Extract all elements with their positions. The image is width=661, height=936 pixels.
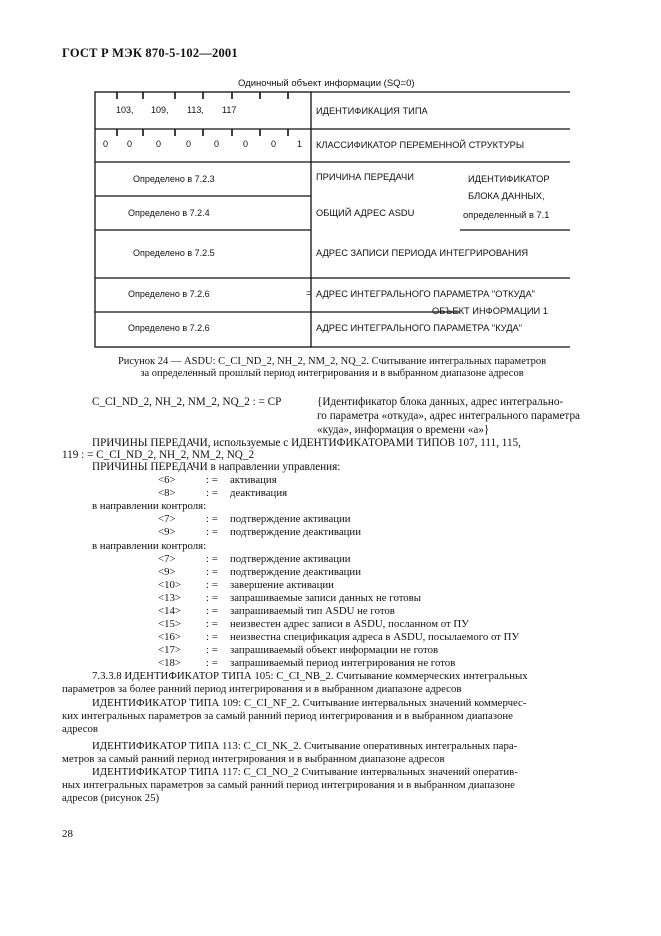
code: <9> (158, 526, 176, 538)
code-separator: : = (206, 566, 218, 578)
from-parameter-label: АДРЕС ИНТЕГРАЛЬНОГО ПАРАМЕТРА "ОТКУДА" (316, 289, 535, 299)
code-separator: : = (206, 592, 218, 604)
monitor-direction-heading-1: в направлении контроля: (92, 500, 207, 512)
vsq-bit-4: 0 (186, 139, 192, 149)
paragraph-117-line-3: адресов (рисунок 25) (62, 792, 160, 804)
code-separator: : = (206, 487, 218, 499)
paragraph-117-line-1: ИДЕНТИФИКАТОР ТИПА 117: C_CI_NO_2 Считывание интервальных значений оператив- (92, 766, 518, 778)
code-text: неизвестна спецификация адреса в ASDU, посылаемого от ПУ (230, 631, 520, 643)
cause-label: ПРИЧИНА ПЕРЕДАЧИ (316, 172, 414, 182)
paragraph-113-line-1: ИДЕНТИФИКАТОР ТИПА 113: C_CI_NK_2. Считывание оперативных интегральных пара- (92, 740, 518, 752)
vsq-bit-7: 0 (103, 139, 109, 149)
causes-intro-line-2: 119 : = C_CI_ND_2, NH_2, NM_2, NQ_2 (62, 449, 255, 461)
type-id-109: 109, (151, 105, 169, 115)
record-address-cell: Определено в 7.2.5 (133, 248, 215, 258)
code: <15> (158, 618, 181, 630)
figure-caption (92, 356, 572, 380)
diagram-title: Одиночный объект информации (SQ=0) (238, 78, 415, 89)
code-text: подтверждение активации (230, 553, 351, 565)
control-direction-heading: ПРИЧИНЫ ПЕРЕДАЧИ в направлении управления: (92, 461, 341, 473)
code: <7> (158, 513, 176, 525)
code-separator: : = (206, 605, 218, 617)
code: <6> (158, 474, 176, 486)
equals-sign: = (306, 288, 312, 298)
vsq-bit-3: 0 (214, 139, 220, 149)
code-separator: : = (206, 553, 218, 565)
code-text: запрашиваемые записи данных не готовы (230, 592, 422, 604)
definition-left: C_CI_ND_2, NH_2, NM_2, NQ_2 : = CP (92, 396, 282, 408)
record-address-label: АДРЕС ЗАПИСИ ПЕРИОДА ИНТЕГРИРОВАНИЯ (316, 248, 529, 258)
paragraph-109-line-2: ких интегральных параметров за самый ранний период интегрирования и в выбранном диапазоне (62, 710, 513, 722)
code-text: завершение активации (230, 579, 334, 591)
code-separator: : = (206, 579, 218, 591)
type-id-117: 117 (222, 105, 237, 115)
code-text: деактивация (230, 487, 288, 499)
cause-cell: Определено в 7.2.3 (133, 174, 215, 184)
block-id-line-2: БЛОКА ДАННЫХ, (468, 191, 545, 201)
paragraph-105-line-1: 7.3.3.8 ИДЕНТИФИКАТОР ТИПА 105: C_CI_NB_2. Считывание коммерческих интегральных (92, 670, 528, 682)
code: <18> (158, 657, 181, 669)
code: <8> (158, 487, 176, 499)
code: <9> (158, 566, 176, 578)
vsq-bit-2: 0 (243, 139, 249, 149)
code-text: подтверждение активации (230, 513, 351, 525)
common-address-label: ОБЩИЙ АДРЕС ASDU (316, 208, 415, 218)
caption-line-1: Рисунок 24 — ASDU: C_CI_ND_2, NH_2, NM_2, NQ_2. Считывание интегральных параметров (117, 356, 547, 367)
vsq-bit-5: 0 (156, 139, 162, 149)
definition-right-3: «куда», информация о времени «а»} (317, 424, 490, 436)
paragraph-113-line-2: метров за самый ранний период интегрирования и в выбранном диапазоне адресов (62, 753, 445, 765)
code-text: запрашиваемый период интегрирования не готов (230, 657, 456, 669)
caption-line-2: за определенный прошлый период интегрирования и в выбранном диапазоне адресов (140, 368, 524, 379)
paragraph-109-line-1: ИДЕНТИФИКАТОР ТИПА 109: C_CI_NF_2. Считывание интервальных значений коммерчес- (92, 697, 527, 709)
code: <17> (158, 644, 181, 656)
vsq-bit-6: 0 (127, 139, 133, 149)
code-text: активация (230, 474, 277, 486)
monitor-direction-heading-2: в направлении контроля: (92, 540, 207, 552)
type-label: ИДЕНТИФИКАЦИЯ ТИПА (316, 106, 428, 116)
block-id-line-1: ИДЕНТИФИКАТОР (468, 174, 550, 184)
definition-right-2: го параметра «откуда», адрес интегрального параметра (317, 410, 581, 422)
block-id-line-3: определенный в 7.1 (463, 210, 550, 220)
code-separator: : = (206, 631, 218, 643)
paragraph-105-line-2: параметров за более ранний период интегрирования и в выбранном диапазоне адресов (62, 683, 462, 695)
code-text: подтверждение деактивации (230, 566, 361, 578)
page-number: 28 (62, 828, 73, 840)
common-address-cell: Определено в 7.2.4 (128, 208, 210, 218)
type-id-103: 103, (116, 105, 134, 115)
vsq-bit-1: 0 (271, 139, 277, 149)
causes-intro-line-1: ПРИЧИНЫ ПЕРЕДАЧИ, используемые с ИДЕНТИФИКАТОРАМИ ТИПОВ 107, 111, 115, (92, 437, 521, 449)
to-parameter-label: АДРЕС ИНТЕГРАЛЬНОГО ПАРАМЕТРА "КУДА" (316, 323, 523, 333)
code: <16> (158, 631, 181, 643)
vsq-label: КЛАССИФИКАТОР ПЕРЕМЕННОЙ СТРУКТУРЫ (316, 140, 525, 150)
code-text: запрашиваемый объект информации не готов (230, 644, 439, 656)
paragraph-117-line-2: ных интегральных параметров за самый ранний период интегрирования и в выбранном диапазоне (62, 779, 515, 791)
code-separator: : = (206, 657, 218, 669)
code: <13> (158, 592, 181, 604)
vsq-bit-0: 1 (297, 139, 303, 149)
code-separator: : = (206, 513, 218, 525)
code: <14> (158, 605, 181, 617)
type-id-113: 113, (187, 105, 204, 115)
code-separator: : = (206, 618, 218, 630)
object-label: ОБЪЕКТ ИНФОРМАЦИИ 1 (432, 306, 548, 316)
from-parameter-cell: Определено в 7.2.6 (128, 289, 210, 299)
code: <7> (158, 553, 176, 565)
code-text: запрашиваемый тип ASDU не готов (230, 605, 395, 617)
code-separator: : = (206, 526, 218, 538)
code: <10> (158, 579, 181, 591)
paragraph-109-line-3: адресов (62, 723, 99, 735)
to-parameter-cell: Определено в 7.2.6 (128, 323, 210, 333)
code-separator: : = (206, 644, 218, 656)
document-header: ГОСТ Р МЭК 870-5-102—2001 (62, 46, 238, 60)
code-text: неизвестен адрес записи в ASDU, посланном от ПУ (230, 618, 469, 630)
code-text: подтверждение деактивации (230, 526, 361, 538)
definition-right-1: {Идентификатор блока данных, адрес интегрально- (317, 396, 564, 408)
code-separator: : = (206, 474, 218, 486)
